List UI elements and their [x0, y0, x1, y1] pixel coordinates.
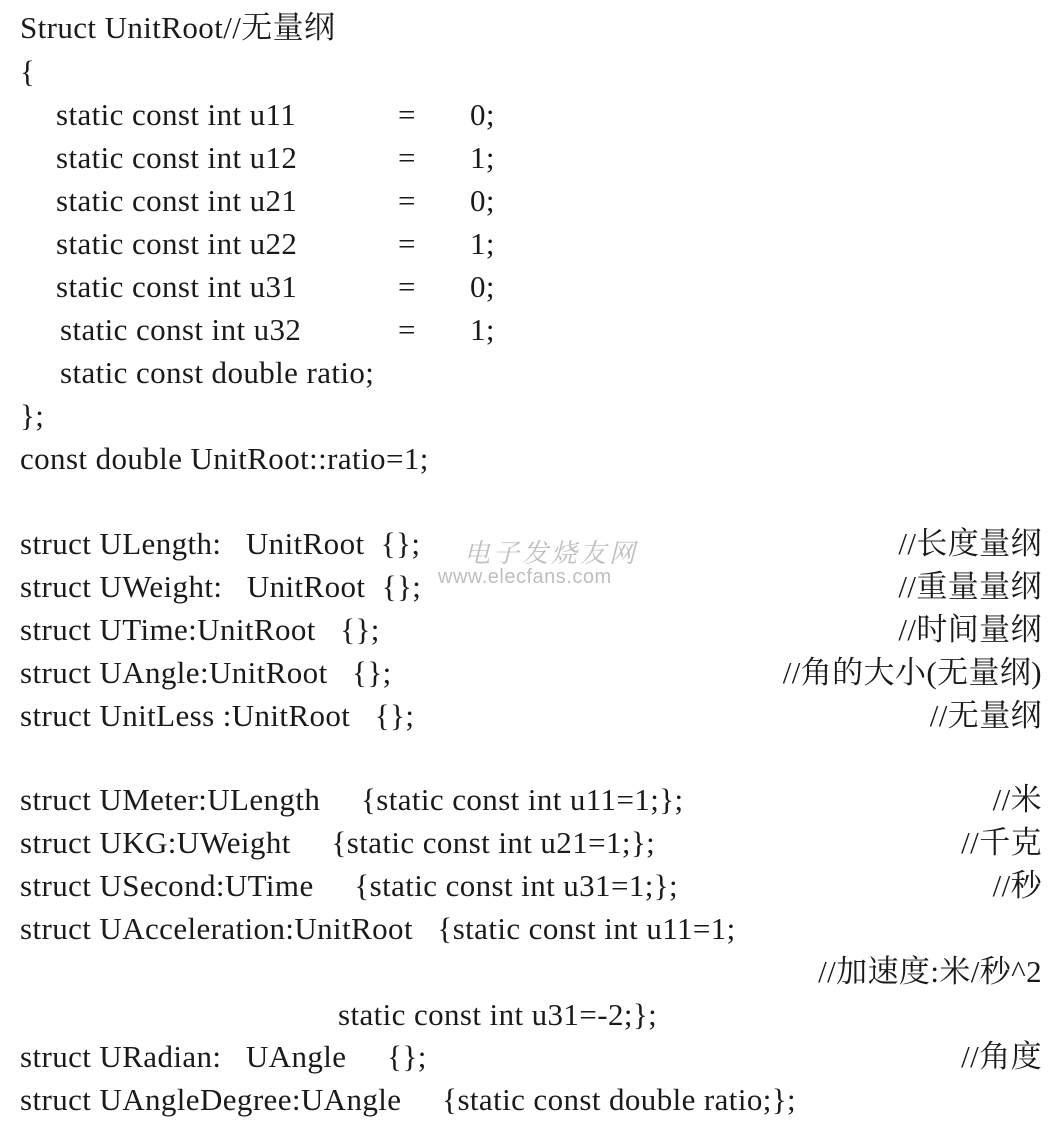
- u32-value: 1;: [470, 312, 495, 347]
- uradian-comment: //角度: [961, 1039, 1042, 1074]
- ukg-code: struct UKG:UWeight {static const int u21=1;};: [20, 825, 656, 860]
- code-line-close-brace: };: [20, 398, 45, 433]
- uweight-comment: //重量量纲: [898, 569, 1042, 604]
- u22-declaration: static const int u22: [56, 226, 298, 261]
- code-line-uangledegree: struct UAngleDegree:UAngle {static const double ratio;};: [20, 1082, 797, 1117]
- u11-value: 0;: [470, 97, 495, 132]
- u22-equals: =: [398, 226, 416, 261]
- u12-declaration: static const int u12: [56, 140, 298, 175]
- u21-equals: =: [398, 183, 416, 218]
- uweight-code: struct UWeight: UnitRoot {};: [20, 569, 422, 604]
- u21-value: 0;: [470, 183, 495, 218]
- code-line-uacceleration-cont: static const int u31=-2;};: [338, 997, 658, 1032]
- code-line-uacceleration-comment: //加速度:米/秒^2: [818, 954, 1042, 989]
- uangle-comment: //角的大小(无量纲): [782, 655, 1042, 690]
- ukg-comment: //千克: [961, 825, 1042, 860]
- uradian-code: struct URadian: UAngle {};: [20, 1039, 427, 1074]
- watermark: [438, 540, 638, 588]
- watermark-chinese: 电子发烧友网: [464, 538, 639, 568]
- u22-value: 1;: [470, 226, 495, 261]
- usecond-code: struct USecond:UTime {static const int u31=1;};: [20, 868, 679, 903]
- code-line-ratio-decl: static const double ratio;: [60, 355, 375, 390]
- unitless-code: struct UnitLess :UnitRoot {};: [20, 698, 415, 733]
- usecond-comment: //秒: [992, 868, 1042, 903]
- u31-declaration: static const int u31: [56, 269, 298, 304]
- utime-code: struct UTime:UnitRoot {};: [20, 612, 380, 647]
- u12-equals: =: [398, 140, 416, 175]
- u12-value: 1;: [470, 140, 495, 175]
- u32-declaration: static const int u32: [60, 312, 302, 347]
- utime-comment: //时间量纲: [898, 612, 1042, 647]
- code-line-ratio-def: const double UnitRoot::ratio=1;: [20, 441, 429, 476]
- u31-equals: =: [398, 269, 416, 304]
- ulength-code: struct ULength: UnitRoot {};: [20, 526, 421, 561]
- code-line-open-brace: {: [20, 54, 36, 89]
- code-line-unitroot-header: Struct UnitRoot//无量纲: [20, 10, 336, 45]
- umeter-comment: //米: [992, 782, 1042, 817]
- u11-equals: =: [398, 97, 416, 132]
- ulength-comment: //长度量纲: [898, 526, 1042, 561]
- u31-value: 0;: [470, 269, 495, 304]
- umeter-code: struct UMeter:ULength {static const int u11=1;};: [20, 782, 684, 817]
- uangle-code: struct UAngle:UnitRoot {};: [20, 655, 392, 690]
- u11-declaration: static const int u11: [56, 97, 297, 132]
- u21-declaration: static const int u21: [56, 183, 298, 218]
- watermark-url: www.elecfans.com: [438, 566, 612, 589]
- code-line-uacceleration: struct UAcceleration:UnitRoot {static const int u11=1;: [20, 911, 736, 946]
- u32-equals: =: [398, 312, 416, 347]
- unitless-comment: //无量纲: [929, 698, 1042, 733]
